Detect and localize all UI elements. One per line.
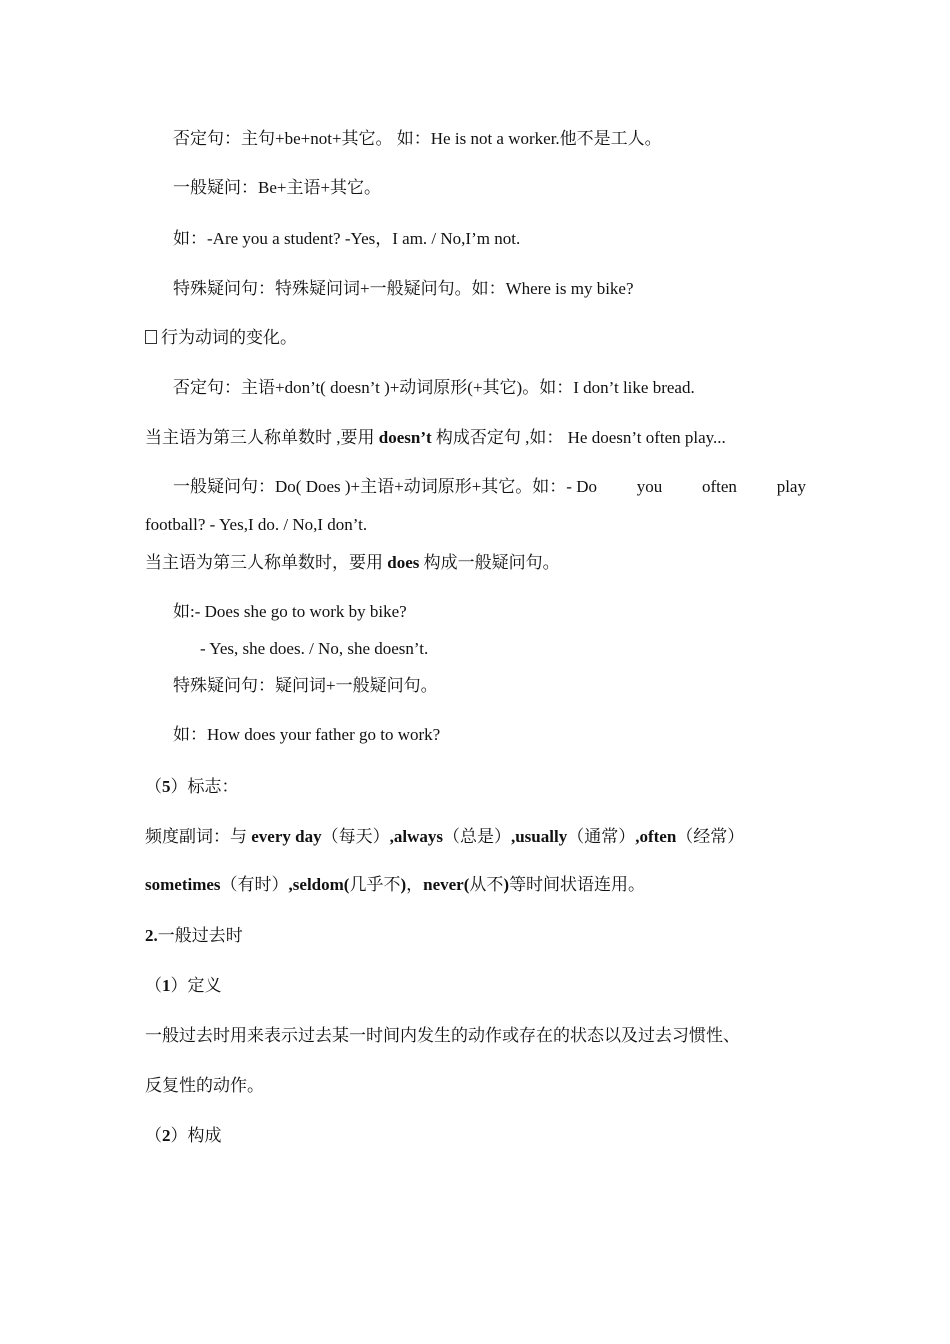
freq-intro: 频度副词：与 xyxy=(145,827,252,846)
definition-line1: 一般过去时用来表示过去某一时间内发生的动作或存在的状态以及过去习惯性、 xyxy=(145,1026,740,1045)
freq-usually-cn: （通常） xyxy=(567,827,636,846)
heading-number: 2 xyxy=(162,1126,171,1145)
definition-line2: 反复性的动作。 xyxy=(145,1076,264,1095)
section-simple-past xyxy=(145,925,243,947)
example-how-does-father: 如：How does your father go to work? xyxy=(173,725,441,744)
negative-sentence-verb: 否定句：主语+don’t( doesn’t )+动词原形(+其它)。如：I don’t like bread. xyxy=(173,378,695,397)
freq-tail: 等时间状语连用。 xyxy=(509,875,646,894)
third-person-negative-c: 构成否定句 ,如： He doesn’t often play... xyxy=(431,428,726,447)
freq-always-cn: （总是） xyxy=(442,827,511,846)
heading-label: ）标志： xyxy=(170,777,239,796)
general-question-be: 一般疑问：Be+主语+其它。 xyxy=(173,178,382,197)
special-question-be: 特殊疑问句：特殊疑问词+一般疑问句。如：Where is my bike? xyxy=(173,279,634,298)
action-verb-heading xyxy=(145,327,297,349)
heading-number: 5 xyxy=(162,777,171,796)
negative-sentence-be: 否定句：主句+be+not+其它。 如：He is not a worker.他不是工人。 xyxy=(173,129,662,148)
action-verb-heading-text: 行为动词的变化。 xyxy=(161,328,297,347)
general-question-verb-b: you xyxy=(636,477,663,496)
paren-open: （ xyxy=(145,1126,162,1145)
general-question-verb xyxy=(173,476,806,498)
frequency-adverbs-line2 xyxy=(145,874,645,896)
freq-never: never( xyxy=(423,875,470,894)
section-number: 2. xyxy=(145,926,158,945)
example-does-she: 如:- Does she go to work by bike? xyxy=(173,602,407,621)
special-question-verb: 特殊疑问句：疑问词+一般疑问句。 xyxy=(173,676,438,695)
example-yes-she-does: - Yes, she does. / No, she doesn’t. xyxy=(200,639,429,658)
freq-comma: ， xyxy=(406,875,424,894)
frequency-adverbs-line1 xyxy=(145,826,744,848)
freq-sometimes-cn: （有时） xyxy=(220,875,289,894)
example-are-you-student: 如：-Are you a student? -Yes，I am. / No,I’m not. xyxy=(173,229,521,248)
freq-never-cn: 从不 xyxy=(469,875,504,894)
freq-often: ,often xyxy=(635,827,677,846)
does-bold: does xyxy=(387,553,420,572)
freq-often-cn: （经常） xyxy=(676,827,745,846)
freq-seldom: ,seldom( xyxy=(288,875,350,894)
heading-definition xyxy=(145,975,222,997)
paren-open: （ xyxy=(145,976,162,995)
freq-every-day: every day xyxy=(251,827,322,846)
general-question-verb-d: play xyxy=(776,477,806,496)
heading-number: 1 xyxy=(162,976,171,995)
freq-sometimes: sometimes xyxy=(145,875,221,894)
freq-every-day-cn: （每天） xyxy=(321,827,390,846)
freq-never-close: ) xyxy=(503,875,510,894)
freq-always: ,always xyxy=(389,827,443,846)
freq-seldom-close: ) xyxy=(400,875,407,894)
section-title: 一般过去时 xyxy=(157,926,243,945)
third-person-question xyxy=(145,552,560,574)
missing-glyph-box xyxy=(145,330,157,344)
third-person-negative-a: 当主语为第三人称单数时 ,要用 xyxy=(145,428,379,447)
general-question-verb-a: 一般疑问句：Do( Does )+主语+动词原形+其它。如：- Do xyxy=(173,477,597,496)
third-person-question-c: 构成一般疑问句。 xyxy=(419,553,560,572)
heading-label: ）定义 xyxy=(170,976,222,995)
doesnt-bold: doesn’t xyxy=(378,428,432,447)
heading-markers xyxy=(145,776,239,798)
general-question-verb-c: often xyxy=(702,477,737,496)
freq-usually: ,usually xyxy=(510,827,568,846)
football-example: football? - Yes,I do. / No,I don’t. xyxy=(145,515,368,534)
heading-structure xyxy=(145,1125,222,1147)
third-person-negative xyxy=(145,427,726,449)
heading-label: ）构成 xyxy=(170,1126,222,1145)
paren-open: （ xyxy=(145,777,162,796)
freq-seldom-cn: 几乎不 xyxy=(349,875,401,894)
third-person-question-a: 当主语为第三人称单数时，要用 xyxy=(145,553,388,572)
